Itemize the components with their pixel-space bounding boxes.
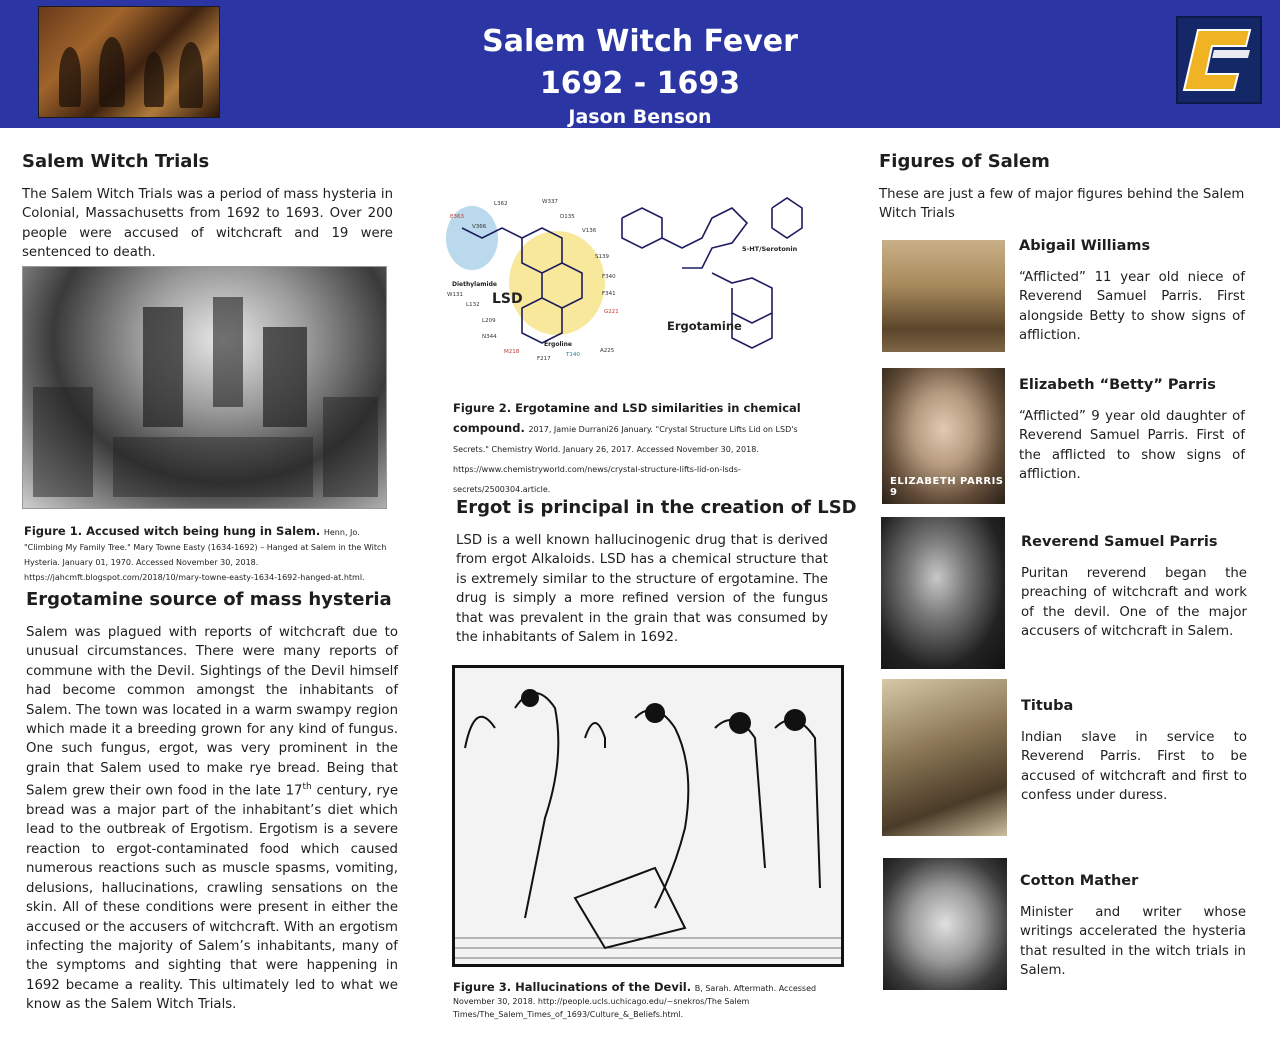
figure-name: Reverend Samuel Parris xyxy=(1021,534,1218,550)
figure-description: Minister and writer whose writings accelerated the hysteria that resulted in the witch trials in Salem. xyxy=(1020,905,1246,979)
figures-intro: These are just a few of major figures behind the Salem Witch Trials xyxy=(879,187,1245,222)
intro-paragraph: The Salem Witch Trials was a period of mass hysteria in Colonial, Massachusetts from 1692 to 1693. Over 200 people were accused of witchcraft and 19 were sentenced to death. xyxy=(22,187,393,261)
residue-label: V136 xyxy=(582,228,597,234)
portrait-tituba xyxy=(882,679,1007,836)
section-heading-salem-witch-trials: Salem Witch Trials xyxy=(22,151,210,172)
poster-title: Salem Witch Fever xyxy=(482,24,798,59)
residue-label: F217 xyxy=(537,356,551,362)
figure-1-label: Figure 1. Accused witch being hung in Salem. xyxy=(24,524,321,538)
residue-label: F340 xyxy=(602,274,616,280)
figure-1-citation: Henn, Jo. "Climbing My Family Tree." Mary Towne Easty (1634-1692) – Hanged at Salem in the Witch Hysteria. January 01, 1970. Accessed November 30, 2018. https://jahcmft.blogspot.com/2018/10/mary-towne-easty-1634-1692-hanged-at.html. xyxy=(24,528,387,582)
residue-label: E363 xyxy=(450,214,464,220)
residue-label: N344 xyxy=(482,334,497,340)
residue-label: D135 xyxy=(560,214,575,220)
figure-description: Indian slave in service to Reverend Parris. First to be accused of witchcraft and first to confess under duress. xyxy=(1021,730,1247,804)
portrait-caption: ELIZABETH PARRIS 9 xyxy=(890,476,1004,498)
figure-2-caption xyxy=(453,398,831,498)
figure-description: Puritan reverend began the preaching of witchcraft and work of the devil. One of the major accusers of witchcraft in Salem. xyxy=(1021,566,1247,640)
figure-description: “Afflicted” 11 year old niece of Reverend Samuel Parris. First alongside Betty to show signs of affliction. xyxy=(1019,270,1245,344)
poster-years: 1692 - 1693 xyxy=(539,66,741,101)
residue-label: G221 xyxy=(604,309,619,315)
figure-3-caption xyxy=(453,981,831,1020)
figure-name: Cotton Mather xyxy=(1020,873,1139,889)
residue-label: W131 xyxy=(447,292,463,298)
figure-3-label: Figure 3. Hallucinations of the Devil. xyxy=(453,980,692,994)
figure-name: Tituba xyxy=(1021,698,1074,714)
witch-trial-painting xyxy=(38,6,220,118)
residue-label: T140 xyxy=(566,352,580,358)
portrait-samuel-parris xyxy=(881,517,1005,669)
lsd-label: LSD xyxy=(492,291,523,307)
figure-name: Abigail Williams xyxy=(1019,238,1151,254)
ergot-lsd-paragraph: LSD is a well known hallucinogenic drug that is derived from ergot Alkaloids. LSD has a chemical structure that is extremely similar to the structure of ergotamine. The drug is simply a more refined version of the fungus that was prevalent in the grain that was consumed by the inhabitants of Salem in 1692. xyxy=(456,533,828,646)
residue-label: A225 xyxy=(600,348,615,354)
figure-description: “Afflicted” 9 year old daughter of Reverend Samuel Parris. First of the afflicted to show signs of affliction. xyxy=(1019,409,1245,483)
section-heading-ergotamine: Ergotamine source of mass hysteria xyxy=(26,589,392,610)
devil-woodcut xyxy=(452,665,844,967)
residue-label: L362 xyxy=(494,201,508,207)
residue-label: V366 xyxy=(472,224,487,230)
diethylamide-label: Diethylamide xyxy=(452,281,497,288)
portrait-elizabeth-parris xyxy=(882,368,1005,504)
ergotamine-paragraph: Salem was plagued with reports of witchcraft due to unusual circumstances. There were many reports of commune with the Devil. Sightings of the Devil himself had become common amongst the inhabitants of Salem. The town was located in a warm swampy region which made it a breeding grown for any kind of fungus. One such fungus, ergot, was very prominent in the grain that Salem used to make rye bread. Being that Salem grew their own food in the late 17th century, rye bread was a major part of the inhabitant’s diet which lead to the outbreak of Ergotism. Ergotism is a severe reaction to ergot-contaminated food which caused numerous reactions such as muscle spasms, vomiting, delusions, hallucinations, crawling sensations on the skin. All of these conditions were present in either the accused or the accusers of witchcraft. With an ergotism infecting the majority of Salem’s inhabitants, many of the symptoms and sighting that were happening in 1692 became a reality. This ultimately led to what we know as the Salem Witch Trials. xyxy=(26,625,398,1013)
residue-label: M218 xyxy=(504,349,520,355)
portrait-cotton-mather xyxy=(883,858,1007,990)
figure-2-citation: 2017, Jamie Durrani26 January. "Crystal Structure Lifts Lid on LSD's Secrets." Chemistry World. January 26, 2017. Accessed November 30, 2018. https://www.chemistryworld.com/news/crystal-structure-lifts-lid-on-lsds-secrets/2500304.article. xyxy=(453,425,798,494)
portrait-abigail-williams xyxy=(882,240,1005,352)
figure-3-citation: B, Sarah. Aftermath. Accessed November 30, 2018. http://people.ucls.uchicago.edu/~snekros/The Salem Times/The_Salem_Times_of_1693/Culture_&_Beliefs.html. xyxy=(453,984,817,1019)
ergoline-label: Ergoline xyxy=(544,341,572,348)
chemical-structure-diagram xyxy=(442,188,832,372)
residue-label: L132 xyxy=(466,302,480,308)
section-heading-figures: Figures of Salem xyxy=(879,151,1050,172)
figure-1-caption xyxy=(24,524,390,584)
residue-label: F341 xyxy=(602,291,616,297)
residue-label: L209 xyxy=(482,318,496,324)
hanging-engraving xyxy=(22,266,387,509)
poster-header xyxy=(0,0,1280,128)
residue-label: S139 xyxy=(595,254,609,260)
serotonin-label: 5-HT/Serotonin xyxy=(742,245,798,253)
section-heading-ergot-lsd: Ergot is principal in the creation of LSD xyxy=(456,497,857,518)
figure-2-label: Figure 2. Ergotamine and LSD similarities in chemical compound. xyxy=(453,401,801,435)
residue-label: W337 xyxy=(542,199,558,205)
university-logo xyxy=(1176,16,1262,104)
poster-author: Jason Benson xyxy=(568,106,712,128)
figure-name: Elizabeth “Betty” Parris xyxy=(1019,377,1216,393)
ergotamine-label: Ergotamine xyxy=(667,319,742,333)
